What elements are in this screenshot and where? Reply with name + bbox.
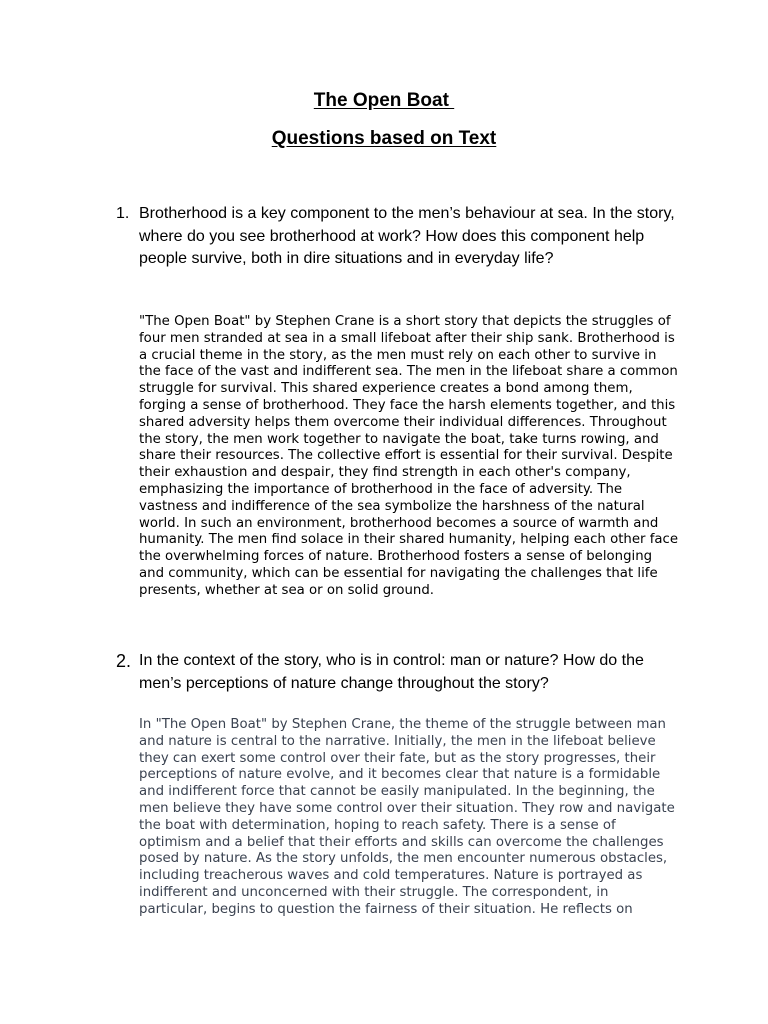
answer-text: "The Open Boat" by Stephen Crane is a short story that depicts the struggles of four men stranded at sea in a small lifeboat after their ship sank. Brotherhood is a crucial theme in the story, as the men must rely on each other to survive in the face of the vast and indifferent sea. The men in the lifeboat share a common struggle for survival. This shared experience creates a bond among them, forging a sense of brotherhood. They face the harsh elements together, and this shared adversity helps them overcome their individual differences. Throughout the story, the men work together to navigate the boat, take turns rowing, and share their resources. The collective effort is essential for their survival. Despite their exhaustion and despair, they find strength in each other's company, emphasizing the importance of brotherhood in the face of adversity. The vastness and indifference of the sea symbolize the harshness of the natural world. In such an environment, brotherhood becomes a source of warmth and humanity. The men find solace in their shared humanity, helping each other face the overwhelming forces of nature. Brotherhood fosters a sense of belonging and community, which can be essential for navigating the challenges that life presents, whether at sea or on solid ground. bbox=[139, 314, 679, 598]
question-number: 2. bbox=[116, 651, 132, 671]
answer-text: In "The Open Boat" by Stephen Crane, the theme of the struggle between man and nature is central to the narrative. Initially, the men in the lifeboat believe they can exert some control over their fate, but as the story progresses, their perceptions of nature evolve, and it becomes clear that nature is a formidable and indifferent force that cannot be easily manipulated. In the beginning, the men believe they have some control over their situation. They row and navigate the boat with determination, hoping to reach safety. There is a sense of optimism and a belief that their efforts and skills can overcome the challenges posed by nature. As the story unfolds, the men encounter numerous obstacles, including treacherous waves and cold temperatures. Nature is portrayed as indifferent and unconcerned with their struggle. The correspondent, in particular, begins to question the fairness of their situation. He reflects on bbox=[139, 717, 675, 917]
question-text: Brotherhood is a key component to the men’s behaviour at sea. In the story, where do you see brotherhood at work? How does this component help people survive, both in dire situations and in everyday life? bbox=[139, 205, 675, 267]
document-subtitle: Questions based on Text bbox=[271, 128, 497, 149]
document-title: The Open Boat bbox=[313, 90, 455, 111]
question-number: 1. bbox=[116, 205, 130, 222]
question-text: In the context of the story, who is in control: man or nature? How do the men’s perceptions of nature change throughout the story? bbox=[139, 652, 644, 692]
